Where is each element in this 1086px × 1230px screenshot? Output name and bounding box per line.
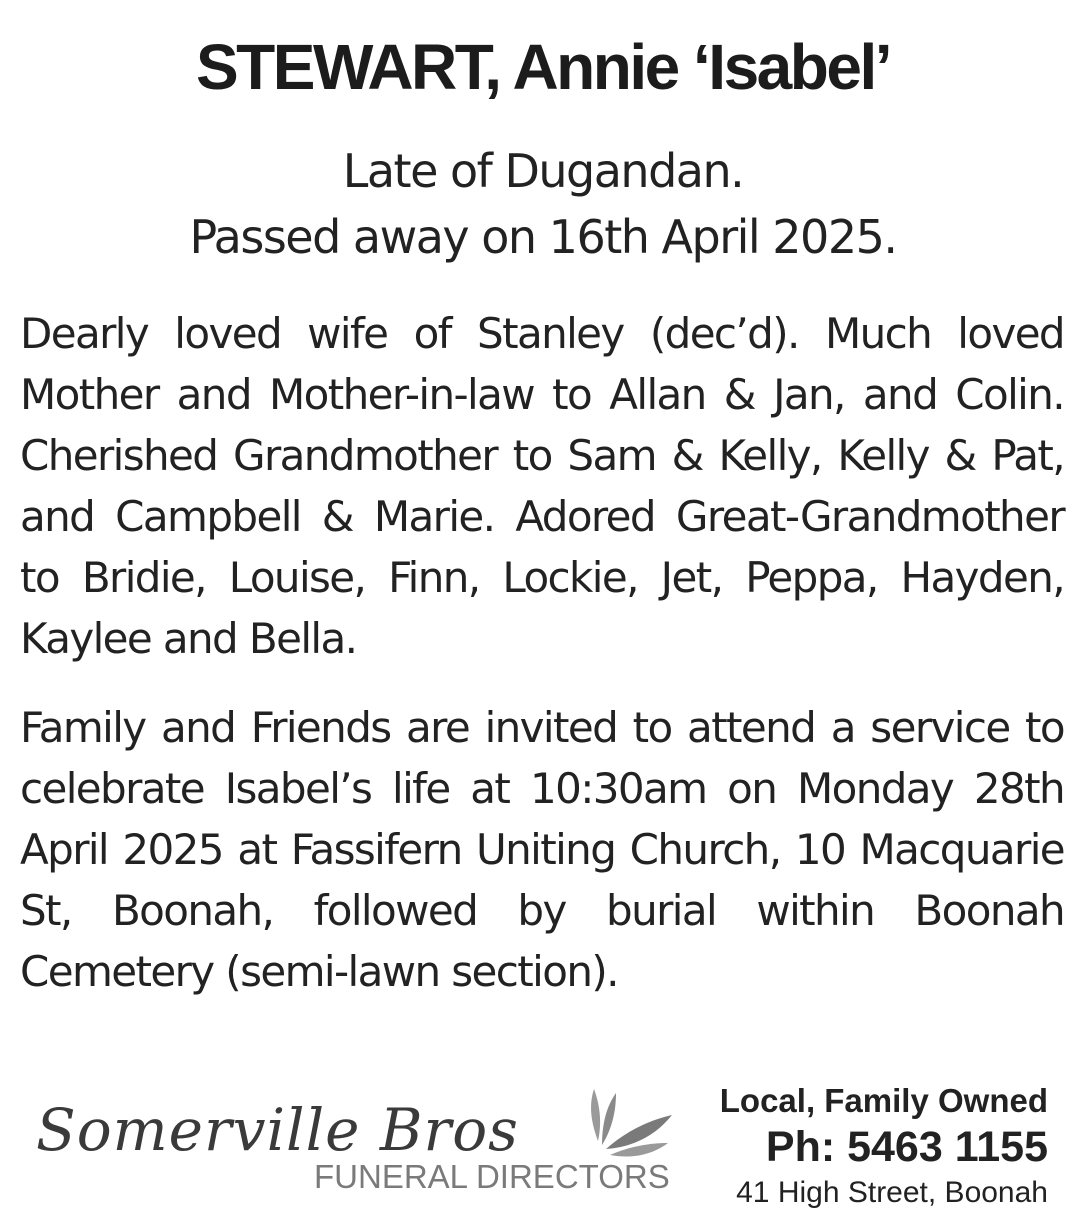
funeral-director-logo [36, 1085, 676, 1205]
leaves-icon [576, 1085, 676, 1165]
late-of-line: Late of Dugandan. [342, 144, 744, 198]
notice-subtitle [0, 138, 1086, 270]
logo-name: Somerville Bros [36, 1096, 519, 1164]
phone-number: Ph: 5463 1155 [765, 1123, 1048, 1171]
tagline: Local, Family Owned [719, 1082, 1048, 1119]
address: 41 High Street, Boonah [736, 1176, 1048, 1209]
service-paragraph: Family and Friends are invited to attend a service to celebrate Isabel’s life at 10:30am on Monday 28th April 2025 at Fassifern Uniting Church, 10 Macquarie St, Boonah, followed by burial within Boonah Cemetery (semi-lawn section). [20, 703, 1064, 996]
family-paragraph: Dearly loved wife of Stanley (dec’d). Much loved Mother and Mother-in-law to Allan & Jan, and Colin. Cherished Grandmother to Sam & Kelly, Kelly & Pat, and Campbell & Marie. Adored Great-Grandmother to Bridie, Louise, Finn, Lockie, Jet, Peppa, Hayden, Kaylee and Bella. [20, 309, 1064, 663]
logo-subtitle: FUNERAL DIRECTORS [314, 1158, 670, 1195]
deceased-name: STEWART, Annie ‘Isabel’ [195, 31, 891, 103]
contact-block [678, 1080, 1048, 1214]
passed-away-line: Passed away on 16th April 2025. [189, 210, 897, 264]
